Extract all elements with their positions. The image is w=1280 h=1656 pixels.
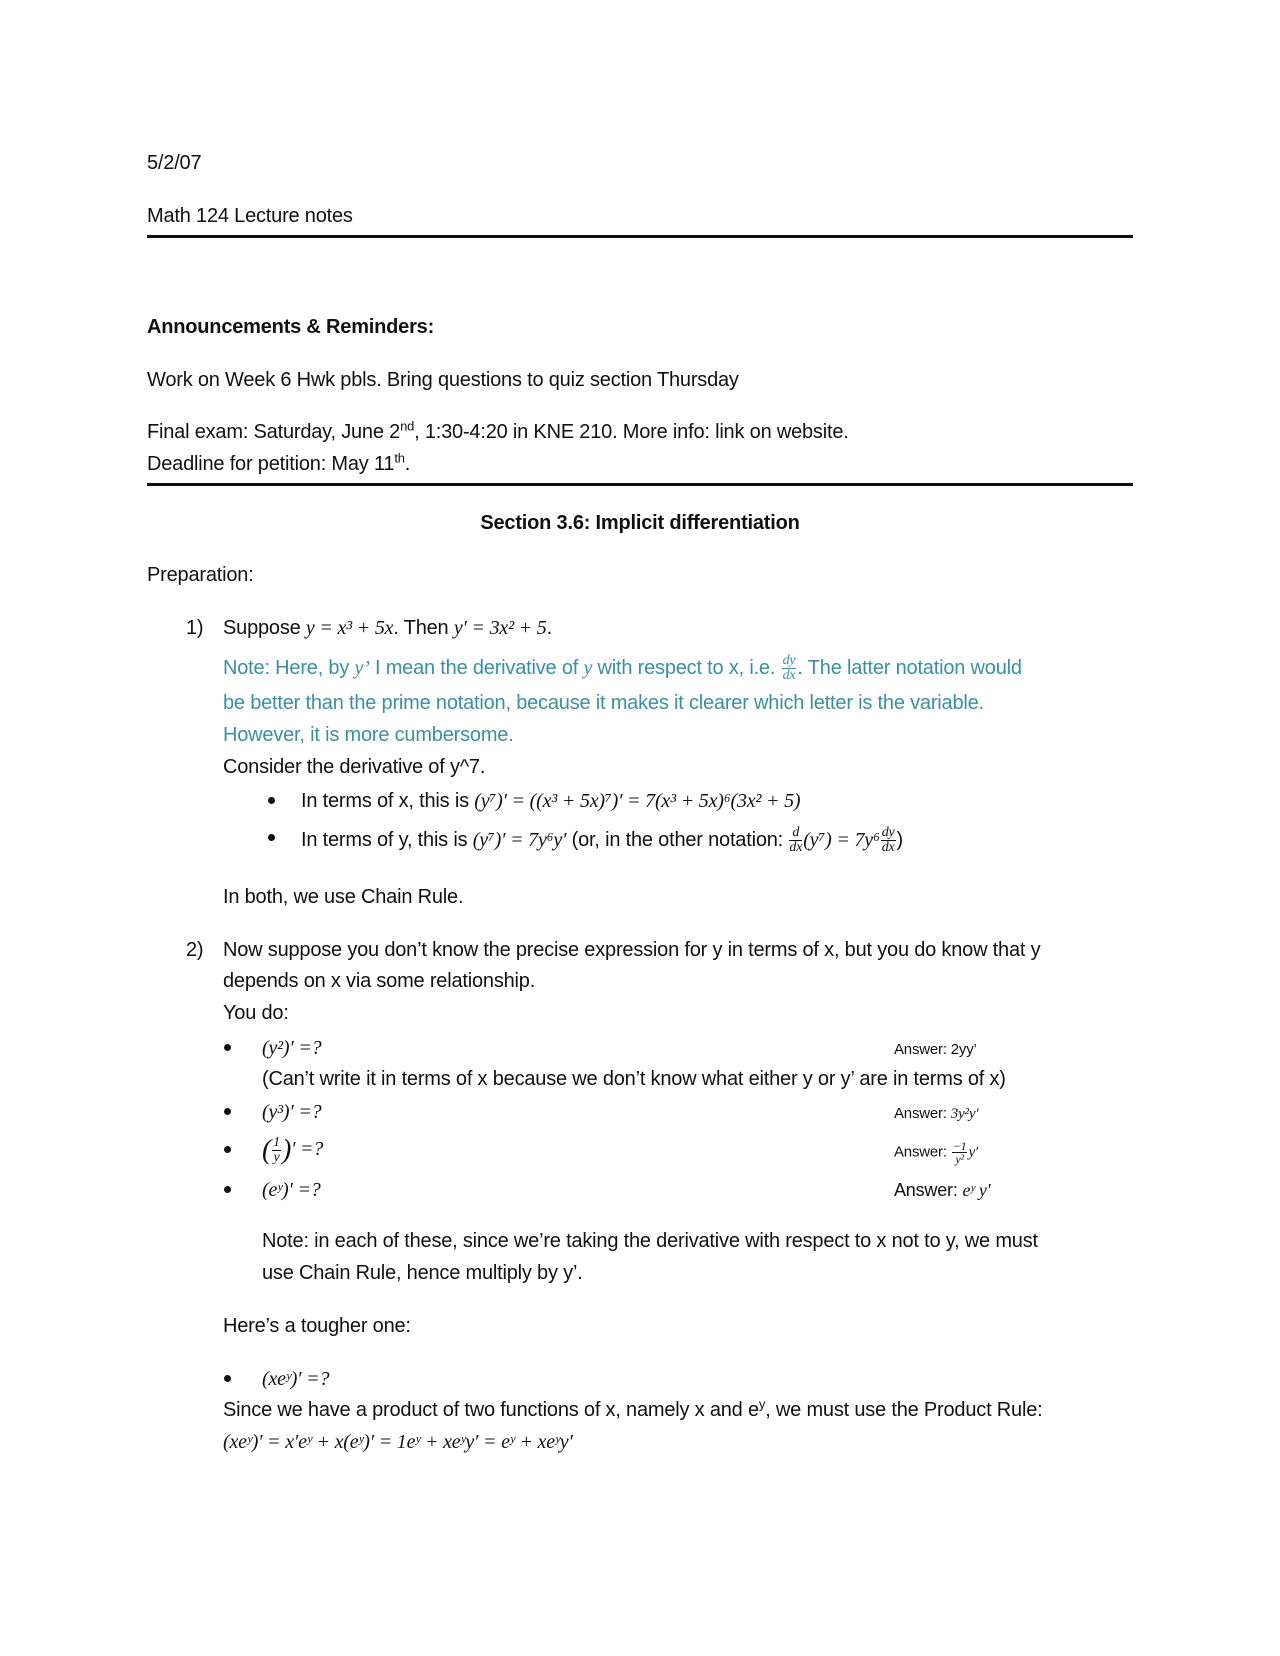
frac-num: d xyxy=(789,826,802,841)
note-text: with respect to x, i.e. xyxy=(592,656,781,679)
bullet-text: In terms of x, this is xyxy=(301,790,475,812)
document-title: Math 124 Lecture notes xyxy=(147,205,353,227)
item1-consider: Consider the derivative of y^7. xyxy=(223,756,486,778)
item1-conclusion: In both, we use Chain Rule. xyxy=(223,886,464,908)
exercise2-question: (y³)′ =? xyxy=(262,1101,322,1123)
final-exam-suffix: , 1:30-4:20 in KNE 210. More info: link on website. xyxy=(414,421,849,443)
announcements-heading: Announcements & Reminders: xyxy=(147,316,435,338)
item1-note-line3: However, it is more cumbersome. xyxy=(223,724,514,746)
frac-den: y xyxy=(273,1150,280,1165)
frac-num: dy xyxy=(782,653,796,668)
bullet-icon xyxy=(224,1044,231,1051)
dy-dx-fraction xyxy=(881,826,896,855)
bullet2-equation: (y⁷)′ = 7y⁶y′ xyxy=(472,828,567,851)
bullet-icon xyxy=(224,1146,231,1153)
item1-statement xyxy=(223,616,552,640)
bullet1-equation: (y⁷)′ = ((x³ + 5x)⁷)′ = 7(x³ + 5x)⁶(3x² + 5) xyxy=(474,790,801,812)
exercise3-answer xyxy=(894,1140,978,1165)
frac-den: dx xyxy=(782,668,796,683)
exercise2-answer xyxy=(894,1102,978,1126)
bullet-icon xyxy=(224,1108,231,1115)
answer-value: eʸ y′ xyxy=(962,1180,991,1200)
item2-note-line2: use Chain Rule, hence multiply by y’. xyxy=(262,1262,583,1284)
announcement-deadline xyxy=(147,452,410,476)
final-exam-text: Final exam: Saturday, June 2 xyxy=(147,421,401,443)
exercise3-question xyxy=(262,1136,323,1165)
dy-dx-fraction xyxy=(782,654,797,683)
item1-bullet1 xyxy=(301,789,800,813)
since-sup: y xyxy=(758,1396,766,1412)
item1-note-line1 xyxy=(223,654,1022,683)
bullet-icon xyxy=(268,834,275,841)
since-suffix: , we must use the Product Rule: xyxy=(765,1399,1043,1421)
answer-label: Answer: xyxy=(894,1041,951,1058)
item1-equation-yprime: y′ = 3x² + 5 xyxy=(453,617,547,639)
bullet-text: ) xyxy=(896,828,903,851)
answer-value: y′ xyxy=(968,1144,979,1161)
since-text: Since we have a product of two functions of x, namely x and e xyxy=(223,1399,759,1421)
header-rule xyxy=(147,235,1133,238)
item2-you-do: You do: xyxy=(223,1002,289,1024)
note-text: I mean the derivative of xyxy=(369,656,584,679)
note-text: . The latter notation would xyxy=(797,656,1022,679)
note-y: y xyxy=(583,656,593,679)
product-rule-equation: (xeʸ)′ = x′eʸ + x(eʸ)′ = 1eʸ + xeʸy′ = eʸ + xeʸy′ xyxy=(223,1431,573,1453)
item1-bullet2 xyxy=(301,826,903,855)
deadline-suffix: . xyxy=(404,453,411,475)
answer-value: 2yy’ xyxy=(950,1041,977,1058)
note-yprime: y’ xyxy=(354,656,370,679)
announcement-work: Work on Week 6 Hwk pbls. Bring questions to quiz section Thursday xyxy=(147,369,739,391)
announcement-final-exam xyxy=(147,420,849,444)
frac-den: y² xyxy=(955,1152,964,1166)
open-paren: ( xyxy=(262,1134,272,1166)
frac-num: 1 xyxy=(273,1135,280,1150)
section-heading: Section 3.6: Implicit differentiation xyxy=(480,512,800,534)
answer-label: Answer: xyxy=(894,1105,951,1122)
tough-question: (xeʸ)′ =? xyxy=(262,1368,330,1390)
bullet2-equation2: (y⁷) = 7y⁶ xyxy=(803,828,880,851)
tougher-label: Here’s a tougher one: xyxy=(223,1315,411,1337)
product-rule-explanation xyxy=(223,1398,1042,1422)
exercise1-answer xyxy=(894,1038,977,1062)
preparation-label: Preparation: xyxy=(147,564,254,586)
note-text: Note: Here, by xyxy=(223,656,355,679)
exercise1-remark: (Can’t write it in terms of x because we don’t know what either y or y’ are in terms of x) xyxy=(262,1068,1006,1090)
answer-value: 3y²y′ xyxy=(950,1106,979,1122)
exercise4-answer xyxy=(894,1178,990,1202)
item1-text-mid: . Then xyxy=(393,617,454,639)
announcements-rule xyxy=(147,483,1133,486)
close-paren: ) xyxy=(281,1134,292,1166)
frac-num: dy xyxy=(881,825,895,840)
d-dx-fraction xyxy=(789,826,802,855)
bullet-icon xyxy=(224,1186,231,1193)
item1-note-line2: be better than the prime notation, because it makes it clearer which letter is the variable. xyxy=(223,692,984,714)
bullet-icon xyxy=(224,1375,231,1382)
bullet-text: (or, in the other notation: xyxy=(566,828,789,851)
exercise1-question: (y²)′ =? xyxy=(262,1037,322,1059)
one-over-y-fraction xyxy=(272,1136,281,1165)
frac-den: dx xyxy=(881,840,895,855)
bullet-text: In terms of y, this is xyxy=(301,828,473,851)
exercise4-question: (eʸ)′ =? xyxy=(262,1179,321,1201)
bullet-icon xyxy=(268,797,275,804)
item2-number: 2) xyxy=(186,939,204,961)
final-exam-sup: nd xyxy=(400,418,415,434)
deadline-text: Deadline for petition: May 11 xyxy=(147,453,395,475)
item1-text: Suppose xyxy=(223,617,306,639)
answer-label: Answer: xyxy=(894,1143,951,1161)
question-suffix: ′ =? xyxy=(291,1138,324,1161)
item2-line1: Now suppose you don’t know the precise expression for y in terms of x, but you do know that y xyxy=(223,939,1041,961)
answer-label: Answer: xyxy=(894,1180,963,1200)
item2-note-line1: Note: in each of these, since we’re taking the derivative with respect to x not to y, we must xyxy=(262,1230,1038,1252)
frac-num: −1 xyxy=(952,1139,967,1153)
date: 5/2/07 xyxy=(147,152,202,174)
neg-one-over-y2-fraction xyxy=(952,1140,968,1165)
item1-number: 1) xyxy=(186,617,204,639)
item1-equation-y: y = x³ + 5x xyxy=(305,617,394,639)
item2-line2: depends on x via some relationship. xyxy=(223,970,536,992)
deadline-sup: th xyxy=(394,450,405,466)
frac-den: dx xyxy=(789,840,803,855)
item1-text-end: . xyxy=(546,617,552,639)
